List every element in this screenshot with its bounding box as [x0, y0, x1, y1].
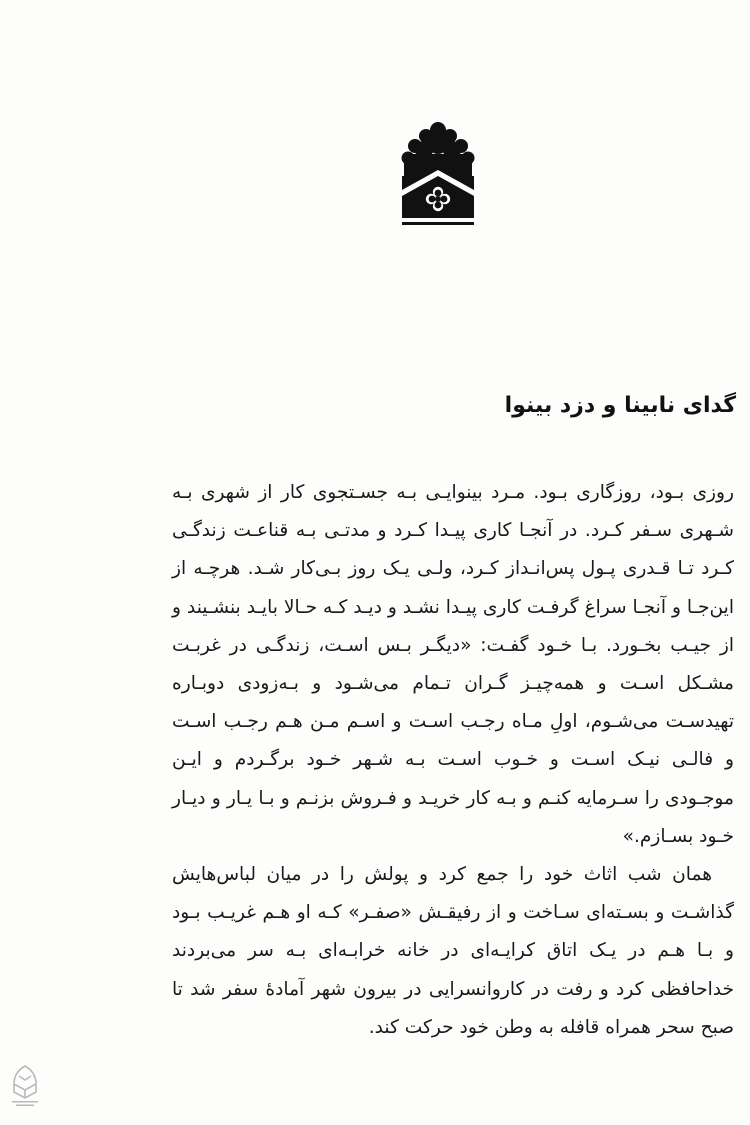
- paragraph-2: همان شب اثاث خود را جمع کرد و پولش را در میان لباس‌هایش گذاشـت و بسـته‌ای سـاخت و از رفیقـش «صفـر» کـه او هـم غریـب بـود و بـا هـم در یـک اتاق کرایـه‌ای در خانه خرابـه‌ای بـه سر می‌بردند خداحافظی کرد و رفت در کاروانسرایی در بیرون شهر آمادهٔ سفر شد تا صبح سحر همراه قافله به وطن خود حرکت کند.: [172, 864, 734, 1038]
- book-logo-icon: [8, 1062, 42, 1108]
- paragraph-1: روزی بـود، روزگاری بـود. مـرد بینوایـی بـه جسـتجوی کار از شهری بـه شـهری سـفر کـرد. در آنجـا کاری پیـدا کـرد و مدتـی بـه قناعـت زندگـی کـرد تـا قـدری پـول پس‌انـداز کـرد، ولـی یـک روز بـی‌کار شـد. هرچـه از این‌جـا و آنجـا سراغ گرفـت کاری پیـدا نشـد و دیـد کـه حـالا بایـد بنشـیند و از جیـب بخـورد. بـا خـود گفـت: «دیگـر بـس اسـت، زندگـی در غربـت مشـکل اسـت و همه‌چیـز گـران تـمام می‌شـود و بـه‌زودی دوبـاره تهیدسـت می‌شـوم، اولِ مـاه رجـب اسـت و اسـم مـن هـم رجـب اسـت و فالـی نیـک اسـت و خـوب اسـت بـه شـهر خـود برگـردم و ایـن موجـودی را سـرمایه کنـم و بـه کار خریـد و فـروش بزنـم و بـا یـار و دیـار خـود بسـازم.»: [172, 482, 734, 847]
- story-body: [172, 474, 734, 1047]
- story-title: گدای نابینا و دزد بینوا: [504, 393, 736, 418]
- house-dome-ornament-icon: [398, 118, 478, 230]
